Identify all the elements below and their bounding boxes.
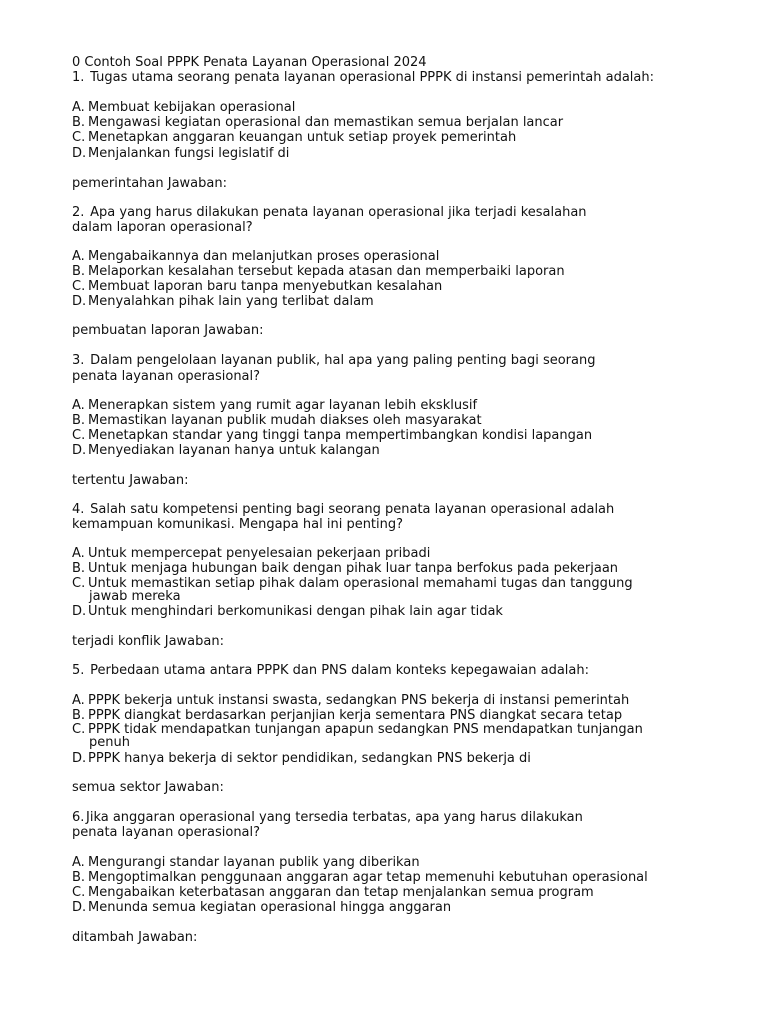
option-a	[72, 855, 420, 870]
question-text-cont: penata layanan operasional?	[72, 369, 261, 384]
question-6	[72, 810, 583, 825]
question-1	[72, 70, 654, 85]
option-c	[72, 428, 592, 443]
question-text: Dalam pengelolaan layanan publik, hal apa yang paling penting bagi seorang	[90, 353, 596, 368]
option-d	[72, 146, 289, 161]
option-a	[72, 546, 430, 561]
option-letter: D.	[72, 604, 87, 619]
option-text: Untuk menghindari berkomunikasi dengan pihak lain agar tidak	[88, 604, 503, 619]
option-letter: A.	[72, 546, 85, 561]
option-letter: B.	[72, 115, 86, 130]
option-letter: A.	[72, 249, 85, 264]
option-letter: B.	[72, 264, 86, 279]
answer-line: ditambah Jawaban:	[72, 930, 198, 945]
question-number: 4.	[72, 502, 85, 517]
question-number: 2.	[72, 205, 85, 220]
option-b	[72, 115, 563, 130]
question-text: Salah satu kompetensi penting bagi seorang penata layanan operasional adalah	[90, 502, 615, 517]
question-number: 3.	[72, 353, 85, 368]
option-b	[72, 870, 648, 885]
option-letter: A.	[72, 855, 85, 870]
option-text: PPPK hanya bekerja di sektor pendidikan, sedangkan PNS bekerja di	[88, 751, 531, 766]
option-text: Mengabaikan keterbatasan anggaran dan tetap menjalankan semua program	[88, 885, 594, 900]
question-2	[72, 205, 587, 220]
option-text: Mengoptimalkan penggunaan anggaran agar tetap memenuhi kebutuhan operasional	[88, 870, 648, 885]
question-text: Tugas utama seorang penata layanan operasional PPPK di instansi pemerintah adalah:	[90, 70, 655, 85]
question-text: Apa yang harus dilakukan penata layanan operasional jika terjadi kesalahan	[90, 205, 587, 220]
answer-line: pemerintahan Jawaban:	[72, 176, 227, 191]
answer-line: pembuatan laporan Jawaban:	[72, 323, 264, 338]
option-text: Menyalahkan pihak lain yang terlibat dalam	[88, 294, 374, 309]
option-text: Menunda semua kegiatan operasional hingga anggaran	[88, 900, 452, 915]
option-letter: C.	[72, 130, 86, 145]
option-d	[72, 604, 503, 619]
option-a	[72, 693, 629, 708]
option-text: Mengawasi kegiatan operasional dan memastikan semua berjalan lancar	[88, 115, 564, 130]
option-letter: B.	[72, 561, 86, 576]
option-text: PPPK tidak mendapatkan tunjangan apapun sedangkan PNS mendapatkan tunjangan	[88, 722, 643, 737]
option-b	[72, 413, 482, 428]
option-c	[72, 885, 594, 900]
option-d	[72, 443, 380, 458]
option-b	[72, 264, 565, 279]
option-text: Mengurangi standar layanan publik yang diberikan	[88, 855, 420, 870]
answer-line: terjadi konflik Jawaban:	[72, 634, 224, 649]
option-text: Menetapkan standar yang tinggi tanpa mempertimbangkan kondisi lapangan	[88, 428, 593, 443]
option-letter: A.	[72, 693, 85, 708]
option-a	[72, 100, 295, 115]
option-letter: D.	[72, 294, 87, 309]
option-c	[72, 279, 442, 294]
question-text-cont: kemampuan komunikasi. Mengapa hal ini penting?	[72, 517, 404, 532]
option-text: Mengabaikannya dan melanjutkan proses operasional	[88, 249, 440, 264]
option-letter: C.	[72, 428, 86, 443]
question-4	[72, 502, 614, 517]
option-letter: C.	[72, 279, 86, 294]
option-text: PPPK diangkat berdasarkan perjanjian kerja sementara PNS diangkat secara tetap	[88, 708, 623, 723]
option-letter: B.	[72, 413, 86, 428]
option-letter: D.	[72, 146, 87, 161]
option-d	[72, 294, 374, 309]
option-letter: C.	[72, 885, 86, 900]
question-number: 5.	[72, 663, 85, 678]
option-d	[72, 900, 451, 915]
option-letter: B.	[72, 870, 86, 885]
option-b	[72, 561, 618, 576]
option-letter: A.	[72, 100, 85, 115]
option-text: PPPK bekerja untuk instansi swasta, sedangkan PNS bekerja di instansi pemerintah	[88, 693, 630, 708]
option-text: Menyediakan layanan hanya untuk kalangan	[88, 443, 380, 458]
question-number: 1.	[72, 70, 85, 85]
question-number: 6.	[72, 810, 85, 825]
option-letter: D.	[72, 443, 87, 458]
option-text-cont: jawab mereka	[89, 589, 181, 604]
option-b	[72, 708, 622, 723]
option-letter: D.	[72, 900, 87, 915]
option-c	[72, 577, 712, 603]
option-text: Membuat laporan baru tanpa menyebutkan kesalahan	[88, 279, 443, 294]
option-text: Menetapkan anggaran keuangan untuk setiap proyek pemerintah	[88, 130, 517, 145]
option-text: Untuk mempercepat penyelesaian pekerjaan pribadi	[88, 546, 431, 561]
question-text-cont: penata layanan operasional?	[72, 825, 261, 840]
option-text: Memastikan layanan publik mudah diakses oleh masyarakat	[88, 413, 482, 428]
option-text-cont: penuh	[89, 735, 130, 750]
option-text: Untuk memastikan setiap pihak dalam operasional memahami tugas dan tanggung	[88, 576, 633, 591]
option-text: Melaporkan kesalahan tersebut kepada atasan dan memperbaiki laporan	[88, 264, 565, 279]
question-text: Perbedaan utama antara PPPK dan PNS dalam konteks kepegawaian adalah:	[90, 663, 589, 678]
option-letter: B.	[72, 708, 86, 723]
option-text: Untuk menjaga hubungan baik dengan pihak luar tanpa berfokus pada pekerjaan	[88, 561, 619, 576]
option-a	[72, 398, 477, 413]
option-text: Menjalankan fungsi legislatif di	[88, 146, 290, 161]
question-text-cont: dalam laporan operasional?	[72, 220, 253, 235]
option-c	[72, 130, 516, 145]
answer-line: tertentu Jawaban:	[72, 473, 189, 488]
option-letter: D.	[72, 751, 87, 766]
option-letter: C.	[72, 722, 86, 737]
option-letter: A.	[72, 398, 85, 413]
option-letter: C.	[72, 576, 86, 591]
question-5	[72, 663, 589, 678]
option-text: Membuat kebijakan operasional	[88, 100, 296, 115]
question-text: Jika anggaran operasional yang tersedia terbatas, apa yang harus dilakukan	[86, 810, 583, 825]
answer-line: semua sektor Jawaban:	[72, 780, 224, 795]
option-a	[72, 249, 439, 264]
option-text: Menerapkan sistem yang rumit agar layanan lebih eksklusif	[88, 398, 478, 413]
option-c	[72, 723, 712, 749]
question-3	[72, 353, 595, 368]
option-d	[72, 751, 531, 766]
document-title: 0 Contoh Soal PPPK Penata Layanan Operasional 2024	[72, 55, 427, 70]
